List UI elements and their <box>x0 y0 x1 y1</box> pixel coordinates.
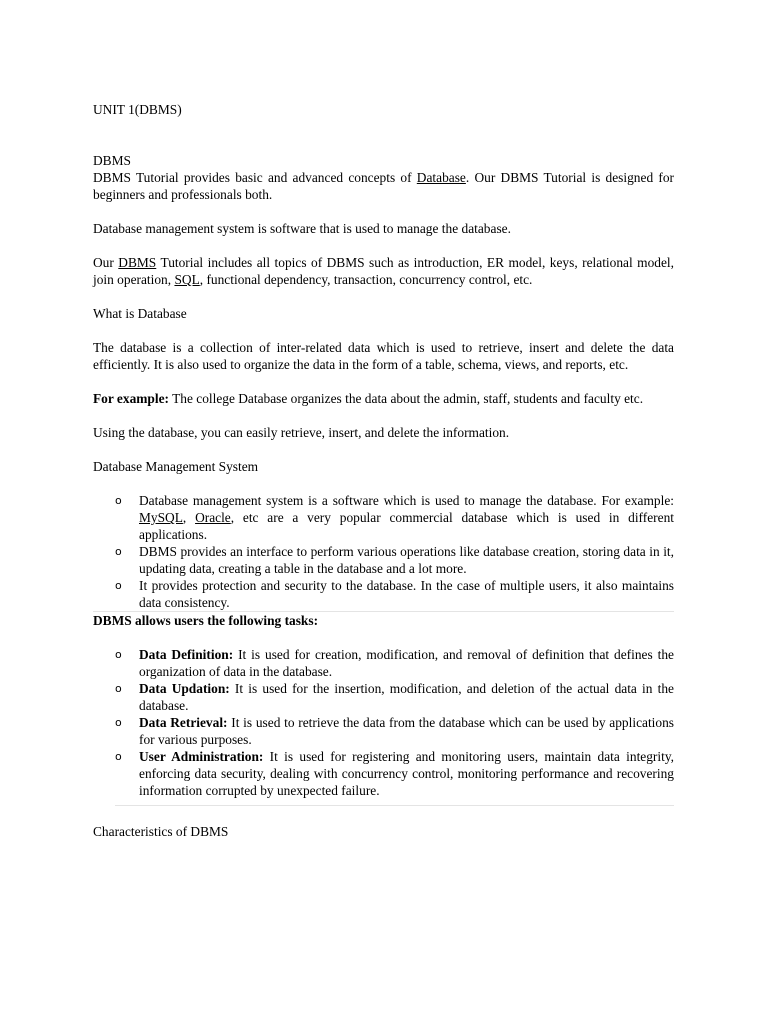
database-link[interactable]: Database <box>416 170 466 185</box>
sql-link[interactable]: SQL <box>174 272 200 287</box>
list-item <box>93 492 674 543</box>
item-text: DBMS provides an interface to perform various operations like database creation, storing data in it, updating data, creating a table in the database and a lot more. <box>139 544 674 576</box>
list-item <box>93 748 674 799</box>
task-text: It is used for registering and monitoring users, maintain data integrity, enforcing data security, dealing with concurrency control, monitoring performance and recovering information corrupted by unexpected failure. <box>139 749 675 798</box>
list-item <box>93 577 674 611</box>
definition-paragraph: Database management system is software that is used to manage the database. <box>93 221 511 236</box>
example-paragraph <box>93 390 674 407</box>
tasks-heading-text: DBMS allows users the following tasks: <box>93 613 319 628</box>
list-item <box>93 714 674 748</box>
bullet-icon: o <box>115 750 122 763</box>
topics-text-start: Our <box>93 255 119 270</box>
oracle-link[interactable]: Oracle <box>195 510 231 525</box>
dbms-bullet-list <box>93 492 674 611</box>
mysql-link[interactable]: MySQL <box>139 510 183 525</box>
list-item <box>93 646 674 680</box>
item-text: Database management system is a software which is used to manage the database. For example: <box>139 493 674 508</box>
database-definition-paragraph: The database is a collection of inter-related data which is used to retrieve, insert and delete the data efficiently. It is also used to organize the data in the form of a table, schema, views, and reports, etc. <box>93 340 674 372</box>
usage-paragraph: Using the database, you can easily retrieve, insert, and delete the information. <box>93 425 510 440</box>
topics-text-middle: Tutorial includes all topics of DBMS such as introduction, ER model, keys, relational model, join operation, <box>93 255 674 287</box>
dbms-section-heading: Database Management System <box>93 459 259 474</box>
topics-text-end: , functional dependency, transaction, concurrency control, etc. <box>199 272 533 287</box>
list-item <box>93 543 674 577</box>
item-separator: , <box>182 510 196 525</box>
document-body <box>93 101 674 840</box>
task-text: It is used for the insertion, modification, and deletion of the actual data in the database. <box>139 681 674 713</box>
task-label: Data Updation: <box>139 681 230 696</box>
what-is-database-heading: What is Database <box>93 306 187 321</box>
bullet-icon: o <box>115 494 122 507</box>
example-label: For example: <box>93 391 169 406</box>
dbms-intro-paragraph <box>93 169 674 203</box>
item-text: It provides protection and security to the database. In the case of multiple users, it also maintains data consistency. <box>139 578 674 610</box>
unit-title: UNIT 1(DBMS) <box>93 102 182 117</box>
dbms-intro-text: DBMS Tutorial provides basic and advanced concepts of <box>93 170 417 185</box>
bullet-icon: o <box>115 682 122 695</box>
item-text-end: , etc are a very popular commercial database which is used in different applications. <box>139 510 674 542</box>
example-text: The college Database organizes the data about the admin, staff, students and faculty etc. <box>168 391 644 406</box>
dbms-link[interactable]: DBMS <box>118 255 157 270</box>
list-item <box>93 680 674 714</box>
task-text: It is used for creation, modification, and removal of definition that defines the organization of data in the database. <box>139 647 674 679</box>
task-label: User Administration: <box>139 749 264 764</box>
task-text: It is used to retrieve the data from the database which can be used by applications for various purposes. <box>139 715 675 747</box>
task-label: Data Retrieval: <box>139 715 228 730</box>
task-label: Data Definition: <box>139 647 234 662</box>
bullet-icon: o <box>115 545 122 558</box>
tasks-bullet-list <box>93 646 674 799</box>
divider <box>115 805 674 806</box>
characteristics-heading: Characteristics of DBMS <box>93 824 229 839</box>
dbms-intro-text-end: . Our DBMS Tutorial is designed for beginners and professionals both. <box>93 170 674 202</box>
bullet-icon: o <box>115 648 122 661</box>
topics-paragraph <box>93 254 674 288</box>
bullet-icon: o <box>115 579 122 592</box>
bullet-icon: o <box>115 716 122 729</box>
tasks-heading <box>93 612 674 629</box>
dbms-heading: DBMS <box>93 153 131 168</box>
